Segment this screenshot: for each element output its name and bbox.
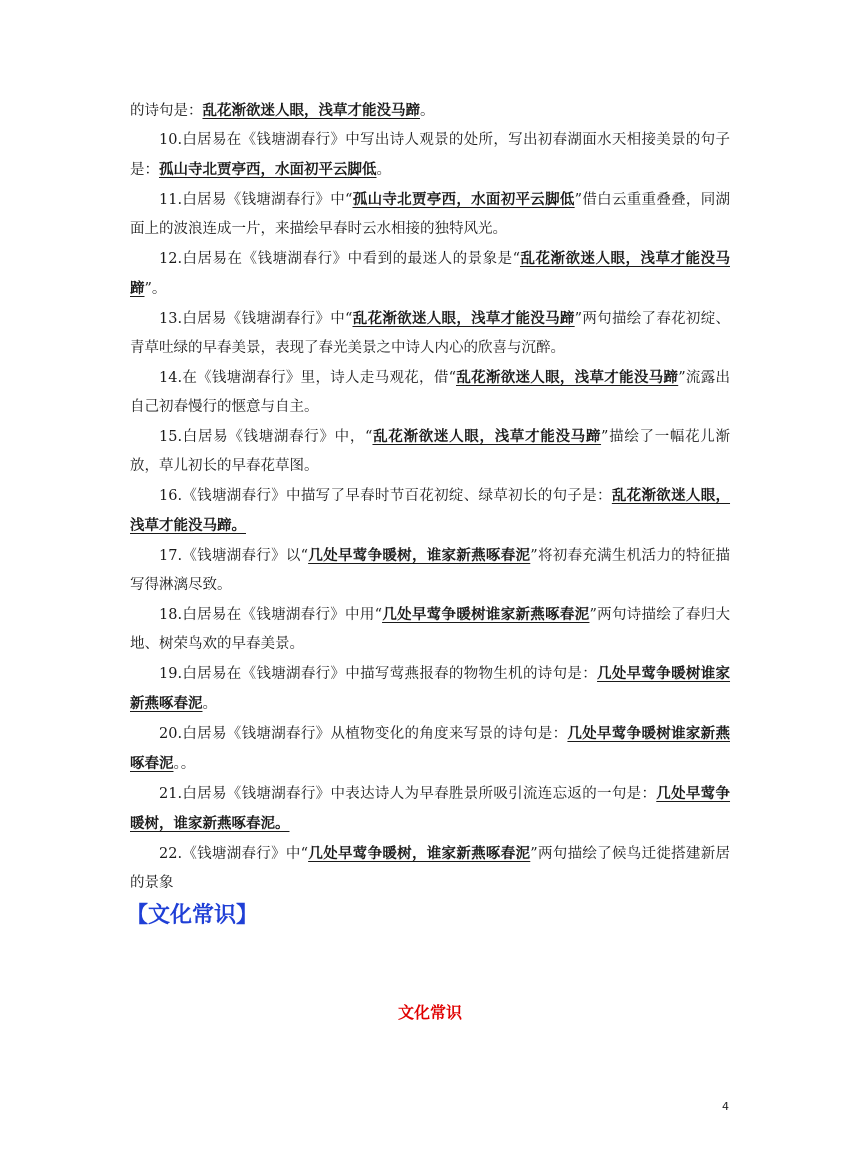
question-text: 20.白居易《钱塘湖春行》从植物变化的角度来写景的诗句是： [159, 726, 568, 742]
answer-text: 乱花渐欲迷人眼，浅草才能没马蹄。 [130, 487, 731, 534]
question-text: 19.白居易在《钱塘湖春行》中描写莺燕报春的物物生机的诗句是： [159, 666, 598, 682]
answer-text: 几处早莺争暖树谁家新燕啄春泥 [130, 725, 730, 772]
answer-text: 孤山寺北贾亭西，水面初平云脚低 [159, 161, 377, 178]
answer-text: 几处早莺争暖树，谁家新燕啄春泥。 [130, 785, 731, 832]
question-text-tail: ”。 [144, 281, 167, 297]
answer-text: 乱花渐欲迷人眼，浅草才能没马蹄 [352, 310, 575, 327]
question-text-tail: ”借白云重重叠叠，同湖面上的波浪连成一片，来描绘早春时云水相接的独特风光。 [130, 192, 730, 237]
answer-text: 几处早莺争暖树，谁家新燕啄春泥 [308, 547, 531, 564]
question-12 [130, 244, 730, 304]
line-0 [130, 96, 730, 126]
question-text: 17.《钱塘湖春行》以“ [159, 548, 309, 564]
question-text: 18.白居易在《钱塘湖春行》中用“ [159, 607, 383, 623]
question-10 [130, 126, 730, 185]
question-20 [130, 719, 730, 779]
answer-text: 乱花渐欲迷人眼，浅草才能没马蹄 [202, 102, 420, 119]
question-text-tail: ”将初春充满生机活力的特征描写得淋漓尽致。 [130, 548, 730, 593]
question-text-tail: 。 [420, 103, 435, 119]
section-heading-wrap [126, 898, 258, 929]
answer-text: 几处早莺争暖树谁家新燕啄春泥 [130, 665, 731, 712]
document-body [130, 96, 730, 898]
question-text: 12.白居易在《钱塘湖春行》中看到的最迷人的景象是“ [159, 251, 520, 267]
question-11 [130, 185, 730, 244]
question-14 [130, 363, 730, 422]
question-text: 13.白居易《钱塘湖春行》中“ [159, 311, 353, 327]
question-text: 的诗句是： [130, 103, 203, 119]
question-text: 16.《钱塘湖春行》中描写了早春时节百花初绽、绿草初长的句子是： [159, 488, 612, 504]
answer-text: 乱花渐欲迷人眼，浅草才能没马蹄 [130, 250, 730, 297]
question-text-tail: ”流露出自己初春慢行的惬意与自主。 [130, 370, 730, 415]
question-text-tail: ”两句描绘了候鸟迁徙搭建新居的景象 [130, 846, 730, 891]
question-18 [130, 600, 730, 659]
answer-text: 乱花渐欲迷人眼，浅草才能没马蹄 [456, 369, 679, 386]
sub-heading: 文化常识 [397, 1003, 462, 1022]
question-13 [130, 304, 730, 363]
page-number: 4 [722, 1100, 729, 1113]
question-text: 21.白居易《钱塘湖春行》中表达诗人为早春胜景所吸引流连忘返的一句是： [159, 786, 657, 802]
question-text: 22.《钱塘湖春行》中“ [159, 846, 309, 862]
answer-text: 几处早莺争暖树谁家新燕啄春泥 [382, 606, 590, 623]
question-text-tail: 。 [202, 696, 217, 712]
question-text: 10.白居易在《钱塘湖春行》中写出诗人观景的处所，写出初春湖面水天相接美景的句子是： [130, 132, 730, 178]
question-text-tail: 。。 [173, 756, 196, 772]
question-16 [130, 481, 730, 541]
question-19 [130, 659, 730, 719]
answer-text: 几处早莺争暖树，谁家新燕啄春泥 [308, 845, 531, 862]
answer-text: 孤山寺北贾亭西，水面初平云脚低 [352, 191, 575, 208]
question-text-tail: 。 [376, 162, 391, 178]
question-21 [130, 779, 730, 839]
question-text-tail: ”两句诗描绘了春归大地、树荣鸟欢的早春美景。 [130, 607, 730, 652]
question-22 [130, 839, 730, 898]
question-text: 15.白居易《钱塘湖春行》中，“ [159, 429, 373, 445]
question-text: 11.白居易《钱塘湖春行》中“ [159, 192, 353, 208]
question-17 [130, 541, 730, 600]
question-15 [130, 422, 730, 481]
answer-text: 乱花渐欲迷人眼，浅草才能没马蹄 [372, 428, 602, 445]
question-text-tail: ”两句描绘了春花初绽、青草吐绿的早春美景，表现了春光美景之中诗人内心的欣喜与沉醉。 [130, 311, 730, 356]
question-text: 14.在《钱塘湖春行》里，诗人走马观花，借“ [159, 370, 457, 386]
question-text-tail: ”描绘了一幅花儿渐放，草儿初长的早春花草图。 [130, 429, 730, 474]
section-heading: 【文化常识】 [126, 903, 259, 928]
